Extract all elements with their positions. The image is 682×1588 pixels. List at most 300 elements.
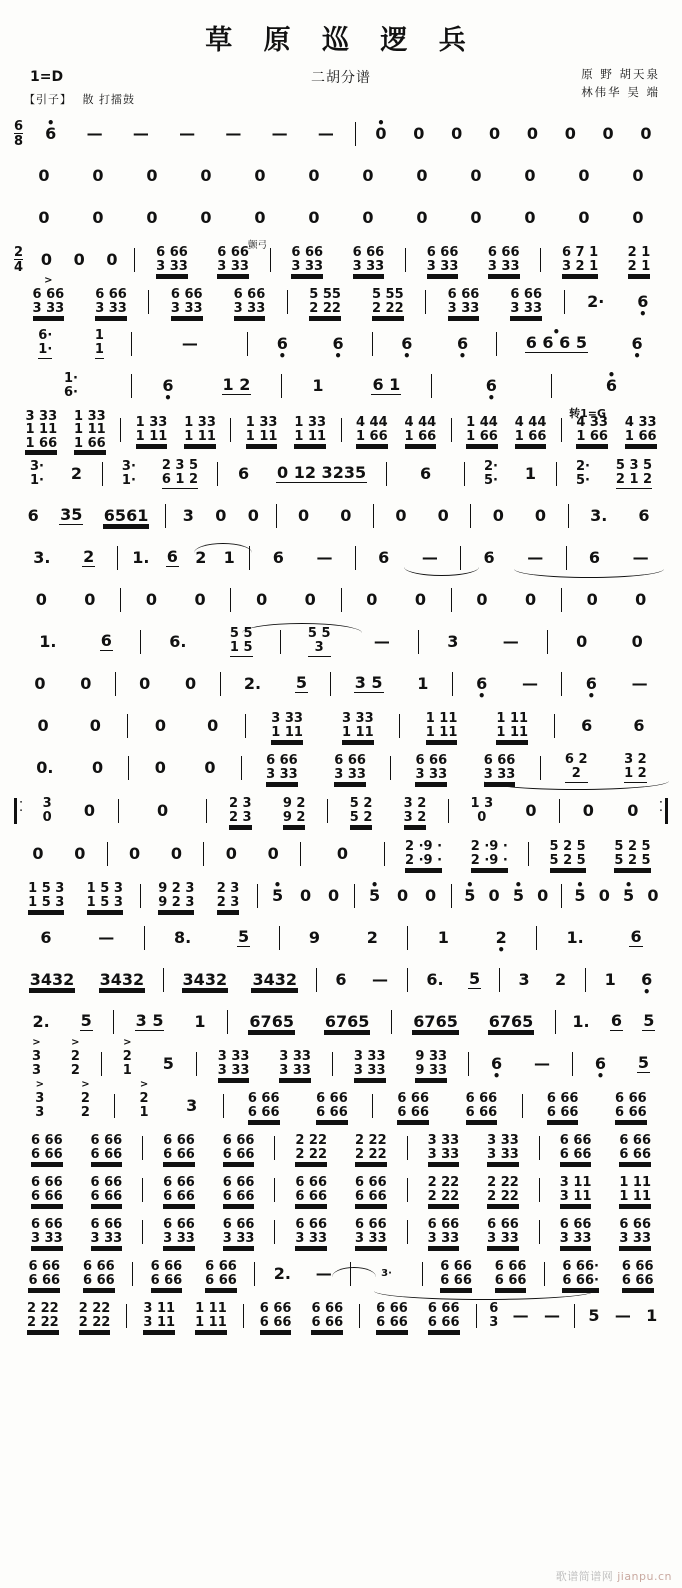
note: 3 5 bbox=[135, 1011, 164, 1030]
measure bbox=[227, 1085, 369, 1127]
chord: 6 66 6 66 bbox=[440, 1259, 472, 1288]
note: 2 bbox=[366, 928, 378, 947]
barline bbox=[270, 248, 271, 272]
chord: 6 66 6 66 bbox=[30, 1133, 63, 1162]
note: 0 bbox=[524, 208, 536, 227]
measure bbox=[253, 537, 351, 579]
chord: 1 5 3 1 5 3 bbox=[28, 881, 65, 910]
barline bbox=[448, 799, 449, 823]
measure bbox=[544, 747, 668, 789]
measure bbox=[258, 1253, 347, 1295]
chord: 6 66 6 66 bbox=[259, 1301, 292, 1330]
measure bbox=[14, 537, 114, 579]
chord: 4 44 1 66 bbox=[514, 415, 547, 444]
measure bbox=[283, 917, 405, 959]
note: 6 bbox=[100, 631, 112, 650]
measure bbox=[14, 495, 162, 537]
footer-site: jianpu.cn bbox=[617, 1570, 672, 1583]
barline bbox=[556, 462, 557, 486]
barline bbox=[572, 1052, 573, 1076]
note: 0 bbox=[632, 208, 644, 227]
chord: 6· 1· bbox=[38, 328, 53, 357]
note: • 5 bbox=[512, 888, 525, 904]
note: • 6 bbox=[605, 378, 618, 394]
note: 0 bbox=[524, 166, 536, 185]
note: 0 bbox=[225, 844, 237, 863]
note: 0 bbox=[647, 886, 659, 905]
measure bbox=[345, 407, 448, 453]
chord: 9 2 9 2 bbox=[282, 796, 306, 825]
note: 0 bbox=[451, 124, 463, 143]
measure bbox=[455, 875, 558, 917]
measure bbox=[474, 495, 564, 537]
chord: 6 66 3 33 bbox=[233, 287, 266, 316]
chord: 3 33 1 11 bbox=[341, 711, 374, 740]
measure bbox=[131, 705, 241, 747]
barline bbox=[206, 799, 207, 823]
barline bbox=[544, 1262, 545, 1286]
chord: 6 66 6 66 bbox=[163, 1175, 195, 1204]
note: 0 bbox=[80, 674, 92, 693]
note: 0 bbox=[40, 250, 52, 269]
note: 0 bbox=[92, 208, 104, 227]
chord: 5 2 5 2 bbox=[349, 796, 373, 825]
measure bbox=[376, 1085, 518, 1127]
measure bbox=[14, 1253, 129, 1295]
note: 0 bbox=[632, 166, 644, 185]
chord: 6 66 6 66 bbox=[30, 1175, 63, 1204]
barline bbox=[114, 1094, 115, 1118]
chord: 6 66 3 33 bbox=[487, 1217, 519, 1246]
chord: 6 66 3 33 bbox=[95, 287, 127, 316]
measure bbox=[231, 1001, 388, 1043]
note: 0 bbox=[488, 124, 501, 143]
measure bbox=[14, 747, 125, 789]
note: 0 bbox=[170, 844, 183, 863]
repeat-end-barline bbox=[662, 798, 668, 824]
note: 6 • bbox=[456, 336, 469, 352]
measure bbox=[118, 1085, 219, 1127]
page-subtitle: 二胡分谱 bbox=[311, 70, 371, 86]
system-1 bbox=[14, 113, 668, 155]
barline bbox=[134, 248, 135, 272]
note: 0 bbox=[362, 166, 374, 185]
bow-annotation: 颤弓 bbox=[248, 240, 268, 251]
chord: 3 33 1 11 bbox=[271, 711, 303, 740]
note: 0 bbox=[470, 208, 482, 227]
measure bbox=[572, 495, 668, 537]
measure bbox=[122, 789, 204, 833]
measure bbox=[543, 1127, 668, 1169]
measure bbox=[135, 323, 244, 365]
chord: 2 3 2 3 bbox=[216, 881, 240, 910]
note: 5 bbox=[238, 927, 250, 946]
chord: 6 66 3 33 bbox=[510, 287, 543, 316]
system-16 bbox=[14, 747, 668, 789]
chord: 6 66 6 66 bbox=[559, 1133, 592, 1162]
system-20 bbox=[14, 917, 668, 959]
chord: 6 66 3 33 bbox=[170, 287, 203, 316]
note: — bbox=[225, 124, 242, 143]
barline bbox=[528, 842, 529, 866]
chord: 3 2 1 2 bbox=[624, 752, 647, 781]
chord: 3 33 1 11 1 66 bbox=[25, 408, 58, 451]
chord: 6 66 6 66 bbox=[247, 1091, 280, 1120]
barline bbox=[574, 1304, 575, 1328]
barline bbox=[539, 1178, 540, 1202]
barline bbox=[431, 374, 432, 398]
measure bbox=[14, 1085, 111, 1127]
barline bbox=[163, 968, 164, 992]
note: 6 • bbox=[276, 336, 289, 352]
barline bbox=[359, 1304, 360, 1328]
note: 0 bbox=[631, 632, 643, 651]
barline bbox=[281, 374, 282, 398]
measure bbox=[111, 833, 201, 875]
system-25 bbox=[14, 1127, 668, 1169]
note: 5 bbox=[162, 1054, 174, 1073]
measure bbox=[14, 1295, 123, 1337]
measure bbox=[14, 833, 104, 875]
note: 1. bbox=[132, 548, 150, 567]
measure bbox=[376, 323, 493, 365]
measure bbox=[261, 875, 351, 917]
measure bbox=[500, 323, 668, 365]
chord: 6 7 1 3 2 1 bbox=[561, 245, 599, 274]
measure bbox=[555, 365, 668, 407]
note: 2· bbox=[587, 292, 605, 311]
measure bbox=[14, 663, 112, 705]
barline bbox=[274, 1220, 275, 1244]
measure bbox=[278, 1127, 403, 1169]
chord: 2 22 2 22 bbox=[78, 1301, 111, 1330]
score-header-meta bbox=[0, 61, 682, 107]
barline bbox=[118, 799, 119, 823]
note: 1. bbox=[39, 632, 57, 651]
measure bbox=[146, 1127, 271, 1169]
note: 6765 bbox=[249, 1012, 294, 1031]
chord: 6 66 6 66 bbox=[150, 1259, 183, 1288]
measure bbox=[167, 959, 313, 1001]
measure bbox=[551, 621, 668, 663]
measure bbox=[234, 407, 337, 453]
measure bbox=[543, 1169, 668, 1211]
barline bbox=[355, 122, 356, 146]
barline bbox=[330, 672, 331, 696]
tempo-marking bbox=[24, 91, 135, 107]
measure bbox=[14, 323, 128, 365]
measure bbox=[464, 537, 562, 579]
chord: 6 66 3 33 bbox=[156, 245, 188, 274]
chord: 6 66 3 33 bbox=[266, 753, 298, 782]
barline bbox=[120, 418, 121, 442]
barline bbox=[127, 714, 128, 738]
note: 0 bbox=[146, 166, 158, 185]
barline bbox=[274, 1178, 275, 1202]
barline bbox=[148, 290, 149, 314]
chord: 6 66 6 66 bbox=[397, 1091, 429, 1120]
note: 0 bbox=[492, 506, 504, 525]
barline bbox=[451, 884, 452, 908]
note: 3. bbox=[33, 548, 51, 567]
barline bbox=[418, 630, 419, 654]
note: 0 bbox=[416, 208, 428, 227]
measure bbox=[144, 621, 277, 663]
barline bbox=[354, 884, 355, 908]
chord: 6 66 6 66 bbox=[90, 1175, 123, 1204]
note: 0 bbox=[582, 801, 594, 820]
note: 6 bbox=[581, 716, 593, 735]
note: 0 bbox=[635, 590, 647, 609]
measure bbox=[377, 495, 467, 537]
barline bbox=[115, 672, 116, 696]
note: 0 bbox=[362, 208, 374, 227]
measure bbox=[403, 705, 550, 747]
system-10 bbox=[14, 495, 668, 537]
note: 0 bbox=[304, 590, 316, 609]
measure bbox=[249, 705, 396, 747]
measure bbox=[363, 1295, 472, 1337]
note: 0 bbox=[627, 801, 639, 820]
chord: 5 55 2 22 bbox=[309, 287, 341, 316]
note: — bbox=[631, 674, 648, 693]
measure bbox=[169, 495, 273, 537]
chord: > 6 66 3 33 bbox=[33, 288, 65, 315]
note: 0. bbox=[36, 758, 54, 777]
credit-line-2: 林伟华 吴 端 bbox=[581, 85, 660, 99]
barline bbox=[165, 504, 166, 528]
note: 0 bbox=[256, 590, 268, 609]
measure bbox=[543, 1211, 668, 1253]
measure bbox=[14, 959, 160, 1001]
measure bbox=[200, 1043, 329, 1085]
chord: 5 2 5 5 2 5 bbox=[614, 839, 651, 868]
tempo-words: 散 打擂鼓 bbox=[82, 93, 135, 106]
barline bbox=[470, 504, 471, 528]
chord: 6 66 3 33 bbox=[217, 245, 249, 274]
measure bbox=[148, 917, 276, 959]
measure bbox=[14, 281, 145, 323]
measure bbox=[285, 365, 428, 407]
measure bbox=[390, 453, 461, 495]
note: • 5 bbox=[271, 888, 284, 904]
measure bbox=[565, 407, 668, 453]
watermark-footer bbox=[556, 1568, 672, 1584]
key-signature: 1=D bbox=[30, 69, 64, 85]
note: 0 bbox=[476, 590, 488, 609]
note: 6561 bbox=[103, 506, 149, 525]
chord: 2 22 2 22 bbox=[427, 1175, 460, 1204]
measure bbox=[27, 239, 131, 281]
chord: 5 2 5 5 2 5 bbox=[549, 839, 586, 868]
barline bbox=[203, 842, 204, 866]
system-14 bbox=[14, 663, 668, 705]
note: 6 bbox=[610, 1011, 622, 1030]
chord: 5 55 2 22 bbox=[371, 287, 404, 316]
note: 0 bbox=[413, 124, 425, 143]
note: 3432 bbox=[252, 970, 297, 989]
barline bbox=[102, 462, 103, 486]
note: • 5 bbox=[573, 888, 586, 904]
barline bbox=[540, 756, 541, 780]
measure bbox=[130, 1295, 239, 1337]
note: 0 bbox=[524, 590, 537, 609]
note: 0 bbox=[254, 166, 266, 185]
note: 1 2 bbox=[222, 375, 251, 394]
chord: 6 66 3 33 bbox=[559, 1217, 592, 1246]
barline bbox=[276, 504, 277, 528]
chord: 1 33 1 11 bbox=[245, 415, 278, 444]
note: — bbox=[373, 632, 390, 651]
note: 0 bbox=[207, 716, 219, 735]
note: 0 bbox=[92, 758, 104, 777]
chord: 1 5 3 1 5 3 bbox=[86, 881, 123, 910]
chord: 6 66 6 66 bbox=[621, 1259, 654, 1288]
measure bbox=[358, 875, 448, 917]
system-2 bbox=[14, 155, 668, 197]
note: 0 bbox=[416, 166, 428, 185]
barline bbox=[391, 1010, 392, 1034]
note: 0 bbox=[299, 886, 312, 905]
system-27 bbox=[14, 1211, 668, 1253]
barline bbox=[551, 374, 552, 398]
note: 0 bbox=[74, 844, 86, 863]
chord: 3 33 3 33 bbox=[353, 1049, 386, 1078]
note: — bbox=[502, 632, 519, 651]
note: 6 bbox=[633, 716, 645, 735]
note: — bbox=[316, 548, 333, 567]
barline bbox=[120, 588, 121, 612]
system-12 bbox=[14, 579, 668, 621]
measure bbox=[565, 875, 668, 917]
barline bbox=[372, 332, 373, 356]
chord: 3· 1· bbox=[121, 459, 136, 488]
measure bbox=[540, 917, 668, 959]
measure bbox=[14, 197, 668, 239]
note: 1 bbox=[223, 548, 235, 567]
measure bbox=[291, 281, 422, 323]
note: 0 bbox=[425, 886, 437, 905]
system-21 bbox=[14, 959, 668, 1001]
note: 6 • bbox=[585, 676, 598, 692]
note: • 5 bbox=[622, 888, 635, 904]
measure bbox=[274, 239, 402, 281]
measure bbox=[359, 537, 457, 579]
measure bbox=[359, 113, 668, 155]
note: 6. bbox=[169, 632, 187, 651]
chord: 2 22 2 22 bbox=[27, 1301, 59, 1330]
barline bbox=[196, 1052, 197, 1076]
note: 3· bbox=[381, 1268, 392, 1279]
barline bbox=[536, 926, 537, 950]
note: 2. bbox=[273, 1264, 291, 1283]
note: 3 bbox=[447, 632, 459, 651]
measure bbox=[411, 1211, 536, 1253]
note: 5 bbox=[643, 1011, 655, 1030]
note: 0 bbox=[194, 590, 206, 609]
note: 0 bbox=[156, 801, 169, 820]
barline bbox=[227, 1010, 228, 1034]
chord: 6 66 6 66 bbox=[494, 1259, 527, 1288]
system-18 bbox=[14, 833, 668, 875]
note: 9 bbox=[308, 928, 321, 947]
note: 6 bbox=[483, 548, 495, 567]
time-signature: $\frac{2}{4}$ bbox=[14, 245, 24, 275]
note: 0 bbox=[308, 208, 320, 227]
note: 2 • bbox=[495, 930, 508, 946]
barline bbox=[547, 630, 548, 654]
measure bbox=[570, 537, 668, 579]
barline bbox=[568, 504, 569, 528]
measure bbox=[146, 1169, 271, 1211]
barline bbox=[144, 926, 145, 950]
note: 6 • bbox=[640, 972, 653, 988]
measure bbox=[124, 579, 227, 621]
note: 0 bbox=[35, 590, 47, 609]
barline bbox=[220, 672, 221, 696]
note: 1 bbox=[524, 464, 537, 483]
note: 6 • bbox=[331, 336, 344, 352]
barline bbox=[254, 1262, 255, 1286]
note: — bbox=[317, 124, 334, 143]
note: — bbox=[371, 970, 388, 989]
measure bbox=[395, 1001, 552, 1043]
barline bbox=[247, 332, 248, 356]
measure bbox=[472, 1043, 569, 1085]
chord: 3 33 3 33 bbox=[217, 1049, 250, 1078]
note: 2 bbox=[70, 464, 82, 483]
barline bbox=[245, 714, 246, 738]
note: 6 • bbox=[485, 378, 498, 394]
barline bbox=[223, 1094, 224, 1118]
barline bbox=[126, 1304, 127, 1328]
chord: 1 1 bbox=[94, 328, 104, 357]
chord: 6 66 3 33 bbox=[291, 245, 324, 274]
note: 0 bbox=[73, 250, 85, 269]
note: 6 • bbox=[490, 1056, 503, 1072]
note: 0 bbox=[154, 758, 166, 777]
chord: 6 66 6 66 bbox=[376, 1301, 408, 1330]
note: — bbox=[86, 124, 103, 143]
measure bbox=[14, 1211, 139, 1253]
barline bbox=[561, 418, 562, 442]
chord: 6 66 6 66 bbox=[316, 1091, 348, 1120]
chord: > 3 3 bbox=[35, 1092, 44, 1119]
note: 1 bbox=[417, 674, 429, 693]
measure bbox=[14, 917, 141, 959]
system-6 bbox=[14, 323, 668, 365]
note: — bbox=[132, 124, 149, 143]
note: 3432 bbox=[99, 970, 145, 989]
note: 35 bbox=[60, 505, 83, 524]
measure bbox=[334, 663, 448, 705]
system-29 bbox=[14, 1295, 668, 1337]
barline bbox=[561, 884, 562, 908]
measure bbox=[245, 747, 387, 789]
chord: 6 66 3 33 bbox=[427, 1217, 460, 1246]
note: — bbox=[181, 334, 198, 353]
chord: 3 33 3 33 bbox=[487, 1133, 519, 1162]
measure bbox=[576, 1043, 668, 1085]
barline bbox=[386, 462, 387, 486]
note: 0 bbox=[366, 590, 378, 609]
barline bbox=[230, 588, 231, 612]
note: 0 bbox=[106, 250, 118, 269]
barline bbox=[554, 714, 555, 738]
barline bbox=[257, 884, 258, 908]
measure bbox=[468, 453, 553, 495]
chord: 6 66 3 33 bbox=[415, 753, 448, 782]
